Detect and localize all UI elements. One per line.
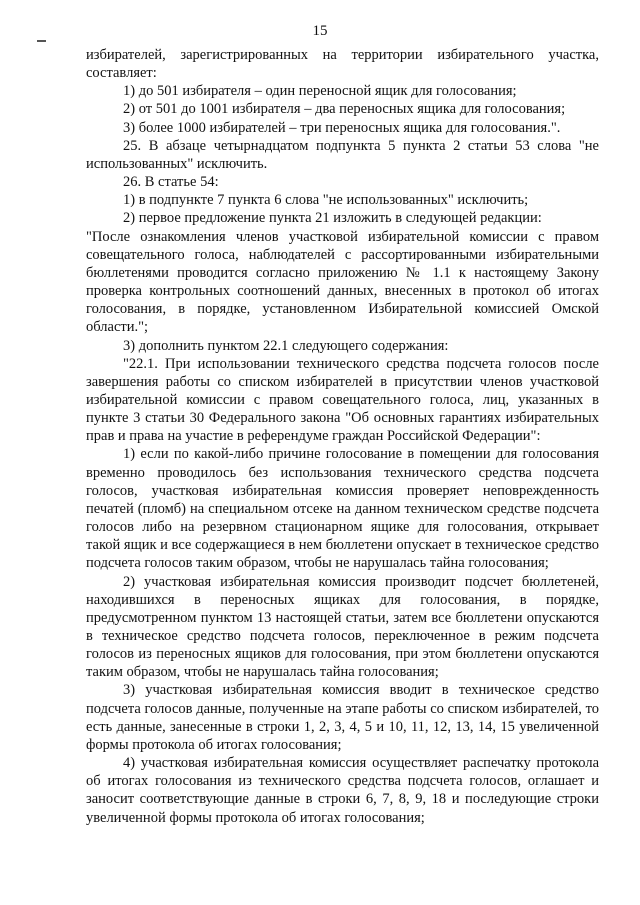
paragraph: 2) участковая избирательная комиссия производит подсчет бюллетеней, находившихся в переносных ящиках для голосования, в порядке, предусмотренном пунктом 13 настоящей статьи, затем все бюллетени опускаются в техническое средство подсчета голосов, переключенное в режим подсчета голосов из переносных ящиков для голосования, при этом бюллетени опускаются таким образом, чтобы не нарушалась тайна голосования; — [86, 573, 599, 681]
paragraph: 26. В статье 54: — [123, 174, 219, 191]
paragraph: 2) от 501 до 1001 избирателя – два переносных ящика для голосования; — [123, 101, 566, 118]
page-number: 15 — [312, 23, 328, 39]
paragraph: 2) первое предложение пункта 21 изложить в следующей редакции: — [123, 210, 542, 227]
paragraph: 3) участковая избирательная комиссия вводит в техническое средство подсчета голосов данные, полученные на этапе работы со списком избирателей, то есть данные, занесенные в строки 1, 2, 3, 4, 5 и 10, 11, 12, 13, 14, 15 увеличенной формы протокола об итогах голосования; — [86, 682, 599, 753]
paragraph: "22.1. При использовании технического средства подсчета голосов после завершения работы со списком избирателей в присутствии членов участковой избирательной комиссии с правом совещательного голоса, лиц, указанных в пункте 3 статьи 30 Федерального закона "Об основных гарантиях избирательных прав и права на участие в референдуме граждан Российской Федерации": — [86, 355, 599, 445]
paragraph: 1) если по какой-либо причине голосование в помещении для голосования временно проводилось без использования технического средства подсчета голосов, участковая избирательная комиссия проверяет неповрежденность печатей (пломб) на специальном отсеке на данном техническом средстве подсчета голосов либо на резервном стационарном ящике для голосования, открывает такой ящик и все содержащиеся в нем бюллетени опускает в техническое средство подсчета голосов таким образом, чтобы не нарушалась тайна голосования; — [86, 446, 599, 572]
paragraph: 25. В абзаце четырнадцатом подпункта 5 пункта 2 статьи 53 слова "не использованных" исключить. — [86, 137, 599, 172]
paragraph: 1) в подпункте 7 пункта 6 слова "не использованных" исключить; — [123, 192, 529, 209]
paragraph: 4) участковая избирательная комиссия осуществляет распечатку протокола об итогах голосования из технического средства подсчета голосов, оглашает и заносит соответствующие данные в строки 6, 7, 8, 9, 18 и последующие строки увеличенной формы протокола об итогах голосования; — [86, 755, 599, 826]
margin-mark — [37, 40, 46, 42]
paragraph: 3) дополнить пунктом 22.1 следующего содержания: — [123, 337, 449, 354]
paragraph: 3) более 1000 избирателей – три переносных ящика для голосования.". — [123, 119, 561, 136]
paragraph: "После ознакомления членов участковой избирательной комиссии с правом совещательного голоса, наблюдателей с рассортированными избирательными бюллетенями проводится согласно приложению № 1.1 к настоящему Закону проверка контрольных соотношений данных, внесенных в протокол об итогах голосования, в порядке, установленном Избирательной комиссией Омской области."; — [86, 228, 599, 336]
paragraph: 1) до 501 избирателя – один переносной ящик для голосования; — [123, 83, 517, 100]
document-body — [86, 46, 599, 827]
paragraph: избирателей, зарегистрированных на территории избирательного участка, составляет: — [86, 47, 599, 82]
